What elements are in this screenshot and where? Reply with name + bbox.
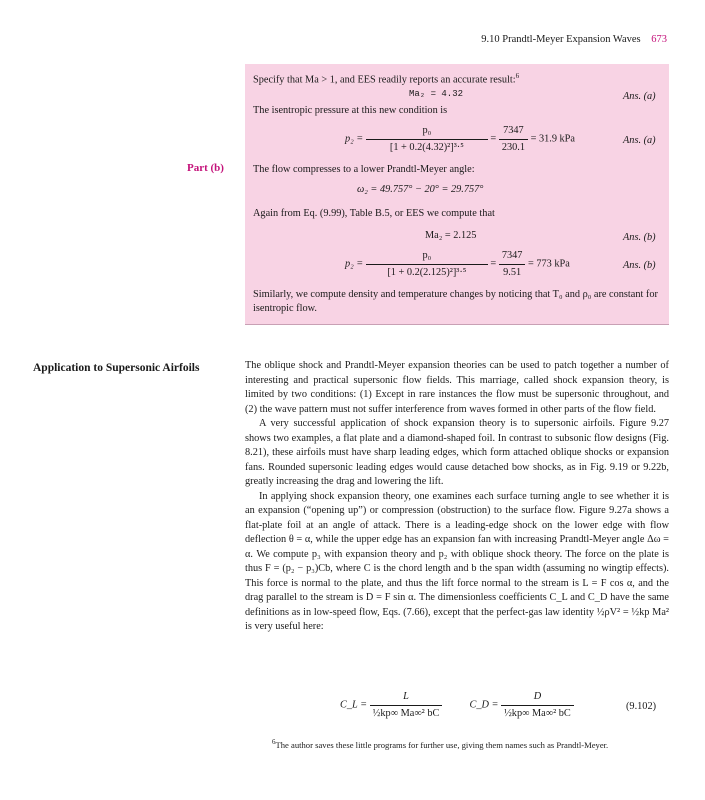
equation-p2-a: p₂ = $\frac{\text{p₀}}{\text{[1 + 0.2(4.32)²]³·⁵}}$ = $\frac{7347}{230.1}$ = 31.9 kPa (345, 125, 575, 153)
running-head (481, 34, 667, 45)
pressure-intro: The isentropic pressure at this new condition is (253, 105, 448, 116)
part-b-label: Part (b) (187, 162, 224, 174)
ees-result: Ma₂ = 4.32 (409, 89, 464, 99)
similarly-text: Similarly, we compute density and temperature changes by noticing that T₀ and ρ₀ are constant for isentropic flow. (253, 289, 658, 314)
example-intro: Specify that Ma > 1, and EES readily reports an accurate result:$^6$ (253, 72, 520, 86)
answer-a-1: Ans. (a) (623, 91, 656, 102)
paragraph-2: A very successful application of shock expansion theory is to supersonic airfoils. Figure 9.27 shows two examples, a flat plate and a diamond-shaped foil. In contrast to subsonic flow designs (Fig. 8.21), these airfoils must have sharp leading edges, which form attached oblique shocks or expansion fans. Rounded supersonic leading edges would cause detached bow shocks, as in Fig. 9.19 or 9.22b, greatly increasing the drag and lowering the lift. (245, 418, 669, 487)
equation-number: (9.102) (626, 701, 657, 712)
footnote-ref: 6 (515, 72, 520, 80)
again-text: Again from Eq. (9.99), Table B.5, or EES we compute that (253, 208, 495, 219)
footnote-mark: 6 (272, 738, 276, 746)
answer-b-1: Ans. (b) (623, 232, 656, 243)
mach-result-b: Ma₂ = 2.125 (425, 230, 477, 241)
equation-p2-b: p₂ = $\frac{\text{p₀}}{\text{[1 + 0.2(2.125)²]³·⁵}}$ = $\frac{7347}{9.51}$ = 773 kPa (345, 250, 570, 278)
footnote-text: The author saves these little programs for further use, giving them names such as Prandtl-Meyer. (275, 739, 609, 750)
body-text (245, 359, 669, 635)
page-number: 673 (651, 34, 667, 45)
answer-a-2: Ans. (a) (623, 135, 656, 146)
equation-9-102: C_L = $\frac{L}{\text{½kp∞ Ma∞² bC}}$ C_D = $\frac{D}{\text{½kp∞ Ma∞² bC}}$ (340, 690, 574, 721)
omega-equation: ω₂ = 49.757° − 20° = 29.757° (357, 184, 484, 195)
compress-text: The flow compresses to a lower Prandtl-Meyer angle: (253, 164, 475, 175)
footnote (272, 738, 608, 750)
paragraph-3: In applying shock expansion theory, one examines each surface turning angle to see whether it is an expansion (“opening up”) or compression (obstruction) to the surface flow. Figure 9.27a shows a flat-plate foil at an angle of attack. There is a leading-edge shock on the lower edge with flow deflection θ = α, while the upper edge has an expansion fan with increasing Prandtl-Meyer angle Δω = α. We compute p₃ with expansion theory and p₂ with oblique shock theory. The force on the plate is thus F = (p₂ − p₃)Cb, where C is the chord length and b the span width (assuming no wingtip effects). This force is normal to the plate, and thus the lift force normal to the stream is L = F cos α, and the drag parallel to the stream is D = F sin α. The dimensionless coefficients C_L and C_D have the same definitions as in low-speed flow, Eqs. (7.66), except that the perfect-gas law identity ½ρV² = ½kp Ma² is very useful here: (245, 490, 669, 632)
section-heading: Application to Supersonic Airfoils (33, 362, 200, 374)
running-head-title: 9.10 Prandtl-Meyer Expansion Waves (481, 34, 641, 45)
paragraph-1: The oblique shock and Prandtl-Meyer expansion theories can be used to patch together a number of interesting and practical supersonic flow fields. This marriage, called shock expansion theory, is limited by two conditions: (1) Except in rare instances the flow must be supersonic throughout, and (2) the wave pattern must not suffer interference from waves formed in other parts of the flow field. (245, 360, 669, 415)
answer-b-2: Ans. (b) (623, 260, 656, 271)
